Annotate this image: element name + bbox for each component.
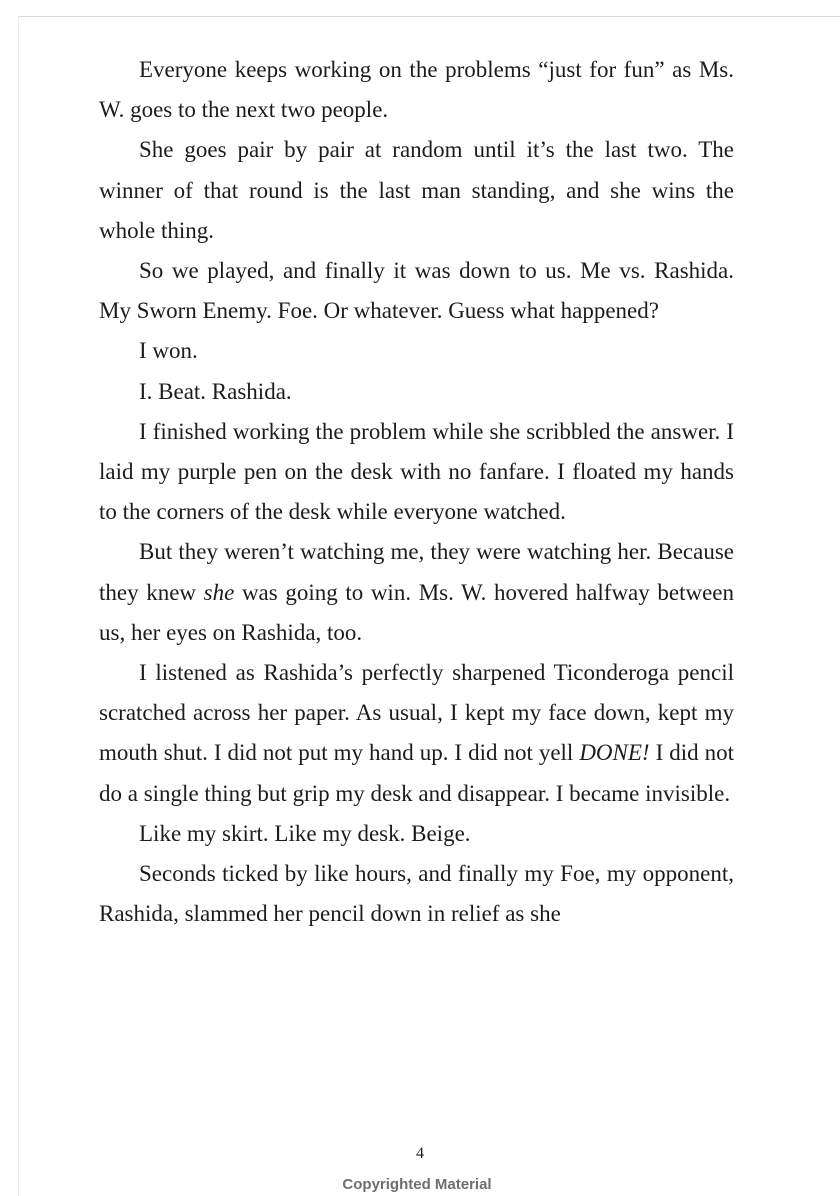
paragraph [99,331,734,371]
text-run: I. Beat. Rashida. [139,378,292,404]
paragraph [99,130,734,251]
body-text [99,50,734,934]
paragraph [99,653,734,814]
italic-text: DONE! [579,740,650,766]
text-run: I did not do a single thing but grip my desk and disappear. I became invisible. [99,740,734,806]
page-edge-left [18,16,19,1196]
paragraph [99,532,734,653]
text-run: I finished working the problem while she scribbled the answer. I laid my purple pen on the desk with no fanfare. I floated my hands to the corners of the desk while everyone watched. [99,418,734,525]
text-run: Seconds ticked by like hours, and finally my Foe, my opponent, Rashida, slammed her pencil down in relief as she [99,861,734,927]
page-edge-top [18,16,840,17]
text-run: Everyone keeps working on the problems “just for fun” as Ms. W. goes to the next two people. [99,57,734,123]
paragraph [99,372,734,412]
text-run: Like my skirt. Like my desk. Beige. [139,820,471,846]
paragraph [99,251,734,331]
text-run: She goes pair by pair at random until it’s the last two. The winner of that round is the last man standing, and she wins the whole thing. [99,137,734,243]
text-run: was going to win. Ms. W. hovered halfway between us, her eyes on Rashida, too. [99,579,734,645]
text-run: I listened as Rashida’s perfectly sharpened Ticonderoga pencil scratched across her paper. As usual, I kept my face down, kept my mouth shut. I did not put my hand up. I did not yell [99,660,734,766]
paragraph [99,854,734,934]
text-run: I won. [139,338,198,364]
text-run: So we played, and finally it was down to us. Me vs. Rashida. My Sworn Enemy. Foe. Or whatever. Guess what happened? [99,258,734,324]
paragraph [99,50,734,130]
page-number: 4 [416,1145,424,1162]
paragraph [99,814,734,854]
copyright-notice: Copyrighted Material [342,1176,492,1193]
text-run: But they weren’t watching me, they were watching her. Because they knew [99,539,734,605]
paragraph [99,412,734,533]
italic-text: she [203,579,235,605]
